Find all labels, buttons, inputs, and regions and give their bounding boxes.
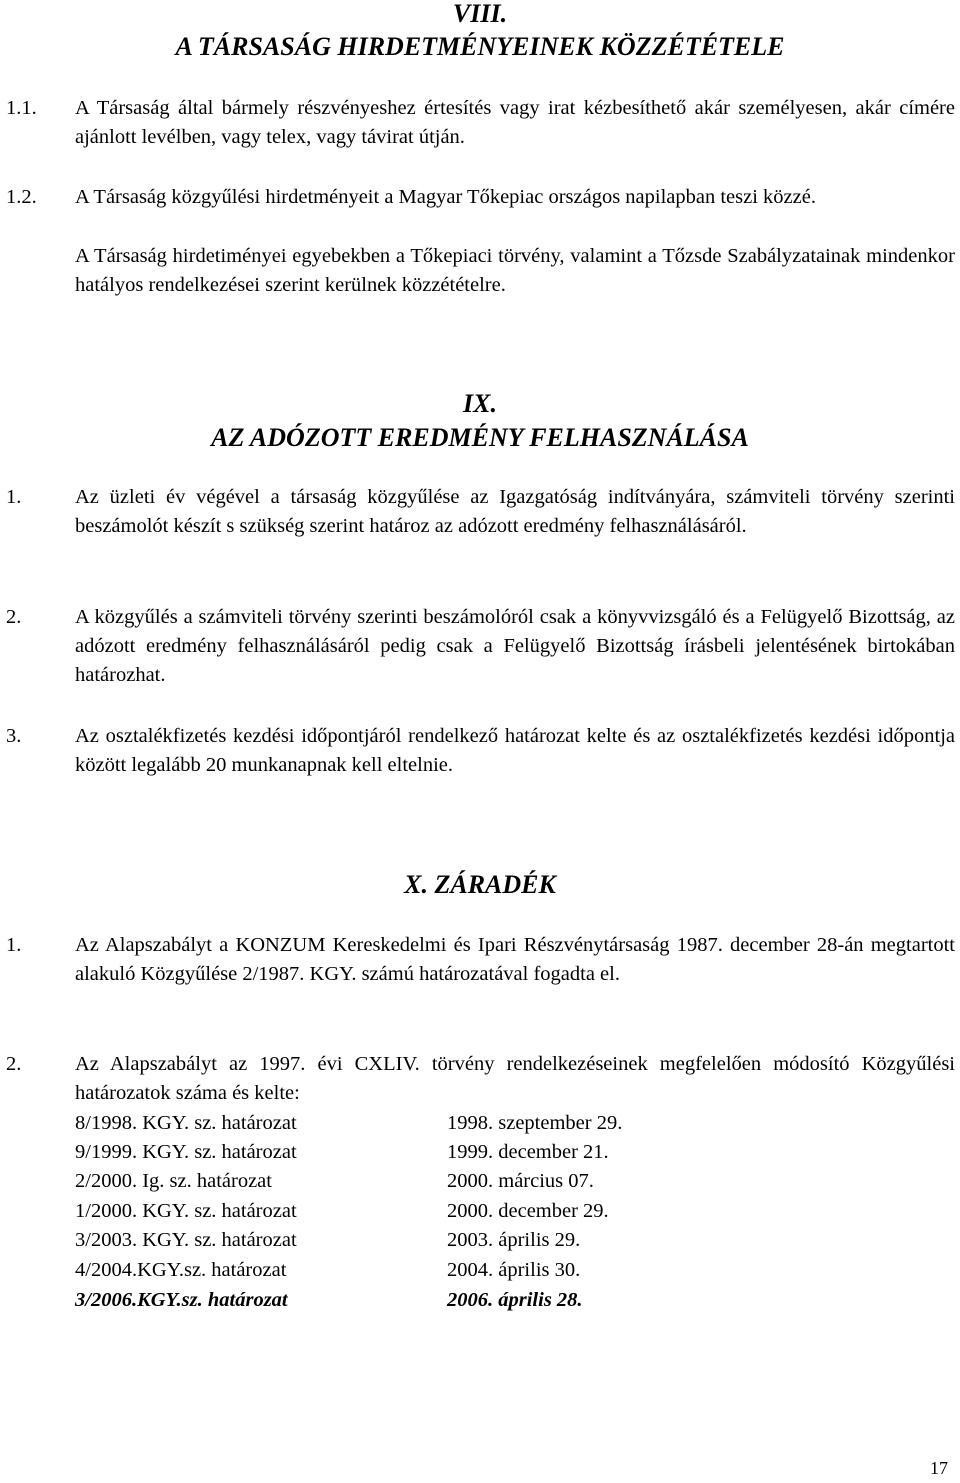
section-8-number: VIII. [452, 0, 508, 28]
paragraph: A Társaság hirdetiményei egyebekben a Tőkepiaci törvény, valamint a Tőzsde Szabályzatainak mindenkor hatályos rendelkezései szerint kerülnek közzétételre. [75, 245, 955, 296]
item-number: 1.1. [6, 97, 37, 119]
resolution-code: 2/2000. Ig. sz. határozat [75, 1170, 272, 1192]
paragraph: Az Alapszabályt a KONZUM Kereskedelmi és Ipari Részvénytársaság 1987. december 28-án megtartott alakuló Közgyűlése 2/1987. KGY. számú határozatával fogadta el. [75, 934, 955, 985]
paragraph: Az Alapszabályt az 1997. évi CXLIV. törvény rendelkezéseinek megfelelően módosító Közgyűlési határozatok száma és kelte: [75, 1053, 955, 1104]
section-8-title: A TÁRSASÁG HIRDETMÉNYEINEK KÖZZÉTÉTELE [175, 32, 785, 61]
resolution-date: 2006. április 28. [447, 1289, 583, 1311]
resolution-date: 2003. április 29. [447, 1229, 581, 1251]
paragraph: A közgyűlés a számviteli törvény szerinti beszámolóról csak a könyvvizsgáló és a Felügyelő Bizottság, az adózott eredmény felhasználásáról pedig csak a Felügyelő Bizottság írásbeli jelentésének birtokában határozhat. [75, 606, 955, 686]
item-number: 1.2. [6, 186, 37, 208]
section-10-title: X. ZÁRADÉK [404, 870, 556, 899]
resolution-code: 1/2000. KGY. sz. határozat [75, 1200, 297, 1222]
resolution-code: 8/1998. KGY. sz. határozat [75, 1112, 297, 1134]
item-number: 2. [6, 1053, 22, 1075]
resolution-date: 2004. április 30. [447, 1259, 581, 1281]
section-9-number: IX. [463, 389, 497, 418]
resolution-code: 3/2006.KGY.sz. határozat [75, 1289, 288, 1311]
item-number: 3. [6, 725, 22, 747]
paragraph: Az osztalékfizetés kezdési időpontjáról rendelkező határozat kelte és az osztalékfizetés kezdési időpontja között legalább 20 munkanapnak kell eltelnie. [75, 725, 955, 776]
item-number: 1. [6, 934, 22, 956]
paragraph: Az üzleti év végével a társaság közgyűlése az Igazgatóság indítványára, számviteli törvény szerinti beszámolót készít s szükség szerint határoz az adózott eredmény felhasználásáról. [75, 486, 955, 537]
item-number: 2. [6, 606, 22, 628]
resolution-code: 3/2003. KGY. sz. határozat [75, 1229, 297, 1251]
resolution-date: 2000. december 29. [447, 1200, 609, 1222]
resolution-date: 1998. szeptember 29. [447, 1112, 623, 1134]
paragraph: A Társaság közgyűlési hirdetményeit a Magyar Tőkepiac országos napilapban teszi közzé. [75, 186, 816, 208]
resolution-date: 1999. december 21. [447, 1141, 609, 1163]
page-number: 17 [930, 1458, 948, 1478]
item-number: 1. [6, 486, 22, 508]
paragraph: A Társaság által bármely részvényeshez értesítés vagy irat kézbesíthető akár személyesen, akár címére ajánlott levélben, vagy telex, vagy távirat útján. [75, 97, 955, 148]
resolution-date: 2000. március 07. [447, 1170, 594, 1192]
resolution-code: 9/1999. KGY. sz. határozat [75, 1141, 297, 1163]
resolution-code: 4/2004.KGY.sz. határozat [75, 1259, 287, 1281]
section-9-title: AZ ADÓZOTT EREDMÉNY FELHASZNÁLÁSA [211, 423, 749, 452]
